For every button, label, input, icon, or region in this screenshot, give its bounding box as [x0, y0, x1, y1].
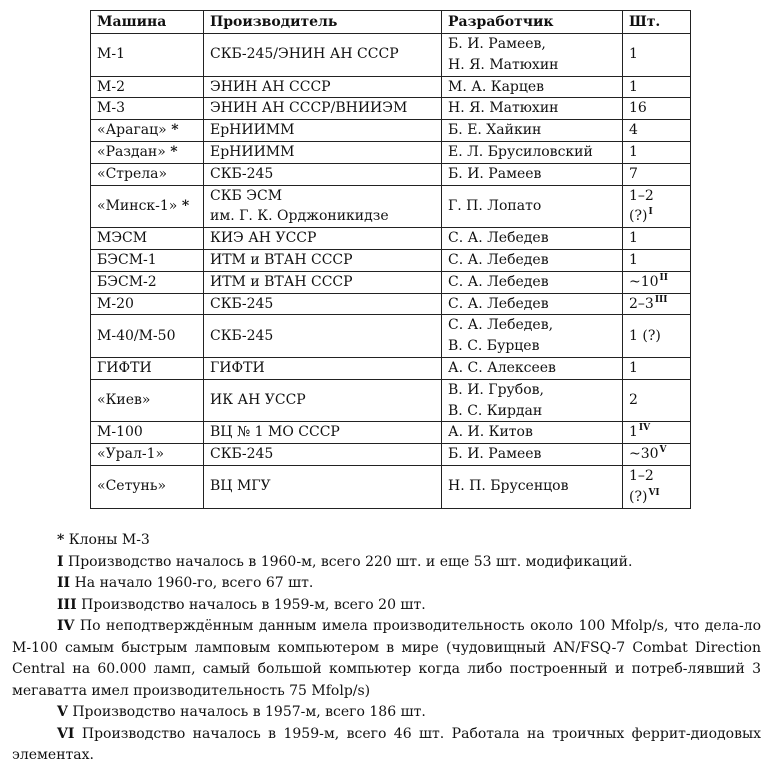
count-value: 1–2	[629, 187, 654, 204]
manufacturer-name: СКБ-245	[210, 327, 274, 344]
table-row	[91, 379, 691, 422]
manufacturer-name: СКБ-245	[210, 446, 274, 463]
cell-count	[623, 357, 691, 379]
cell-machine	[91, 98, 204, 120]
count-value: 2	[629, 392, 638, 409]
cell-manufacturer	[204, 379, 442, 422]
cell-developer	[442, 379, 623, 422]
manufacturer-line: им. Г. К. Орджоникидзе	[210, 208, 389, 225]
table-row	[91, 141, 691, 163]
footnote-text: Производство началось в 1959-м, всего 46 шт. Работала на троичных феррит-диодовых элементах.	[12, 725, 762, 763]
machine-name: БЭСМ-1	[97, 251, 157, 268]
developer-name: В. С. Кирдан	[448, 402, 543, 419]
footnote	[12, 702, 761, 724]
developer-name: Б. И. Рамеев	[448, 165, 542, 182]
count-value: ~30	[629, 446, 659, 463]
cell-developer	[442, 422, 623, 444]
cell-machine	[91, 379, 204, 422]
footnote-text: На начало 1960-го, всего 67 шт.	[74, 575, 314, 591]
count-value: (?)	[629, 208, 648, 225]
header-machine: Машина	[91, 11, 204, 34]
manufacturer-name: ЕрНИИММ	[210, 122, 295, 139]
developer-name: С. А. Лебедев	[448, 295, 549, 312]
developer-name: Б. И. Рамеев,	[448, 36, 546, 52]
manufacturer-name: СКБ-245	[210, 295, 274, 312]
developer-name: В. С. Бурцев	[448, 338, 540, 355]
cell-count	[623, 379, 691, 422]
count-footnote-ref: II	[659, 272, 668, 283]
table-row	[91, 163, 691, 185]
count-value: 1	[629, 143, 638, 160]
footnote	[12, 724, 761, 767]
machine-name: М-20	[97, 295, 134, 312]
cell-machine	[91, 141, 204, 163]
footnote-mark: III	[57, 596, 77, 613]
footnote-text: Производство началось в 1960-м, всего 220 шт. и еще 53 шт. модификаций.	[68, 553, 633, 570]
footnote	[12, 595, 761, 617]
clone-mark: *	[181, 197, 190, 214]
cell-count	[623, 76, 691, 98]
cell-machine	[91, 271, 204, 293]
manufacturer-name: ИТМ и ВТАН СССР	[210, 273, 353, 290]
cell-developer	[442, 293, 623, 315]
count-footnote-ref: V	[659, 445, 667, 456]
count-line	[629, 206, 684, 227]
count-value: 1 (?)	[629, 327, 661, 344]
table-row	[91, 185, 691, 228]
manufacturer-name: СКБ-245/ЭНИН АН СССР	[210, 46, 399, 63]
developer-name: С. А. Лебедев	[448, 230, 549, 247]
count-line	[629, 487, 684, 508]
machine-name: «Стрела»	[97, 165, 168, 182]
cell-count	[623, 249, 691, 271]
cell-developer	[442, 34, 623, 77]
cell-machine	[91, 357, 204, 379]
cell-manufacturer	[204, 141, 442, 163]
table-row	[91, 34, 691, 77]
cell-developer	[442, 271, 623, 293]
manufacturer-name: СКБ-245	[210, 165, 274, 182]
cell-developer	[442, 98, 623, 120]
cell-machine	[91, 444, 204, 466]
footnote-text: По неподтверждённым данным имела производительность около 100 Mfolp/s, что дела-ло М-100 самым быстрым ламповым компьютером в мире (чудовищный AN/FSQ-7 Combat Direction Central на 60.000 ламп, самый большой компьютер когда либо построенный и потреб-лявший 3 мегаватта имел производительность 75 Mfolp/s)	[12, 618, 761, 699]
cell-count	[623, 185, 691, 228]
developer-name: Г. П. Лопато	[448, 197, 542, 214]
count-line	[629, 466, 684, 487]
count-footnote-ref: III	[654, 294, 668, 305]
cell-developer	[442, 315, 623, 358]
cell-manufacturer	[204, 185, 442, 228]
machine-name: «Урал-1»	[97, 446, 165, 463]
cell-manufacturer	[204, 249, 442, 271]
cell-machine	[91, 249, 204, 271]
cell-manufacturer	[204, 76, 442, 98]
table-row	[91, 120, 691, 142]
count-value: 1	[629, 46, 638, 63]
cell-count	[623, 444, 691, 466]
cell-manufacturer	[204, 293, 442, 315]
clone-mark: *	[171, 122, 179, 139]
count-value: 2–3	[629, 295, 654, 312]
footnote-mark: IV	[57, 618, 75, 634]
table-row	[91, 76, 691, 98]
cell-manufacturer	[204, 271, 442, 293]
count-footnote-ref: IV	[638, 423, 651, 434]
cell-count	[623, 120, 691, 142]
cell-developer	[442, 444, 623, 466]
cell-count	[623, 141, 691, 163]
table-row	[91, 228, 691, 250]
manufacturer-name: ВЦ № 1 МО СССР	[210, 424, 340, 441]
cell-developer	[442, 357, 623, 379]
developer-name: Б. И. Рамеев	[448, 446, 542, 463]
machine-name: М-3	[97, 100, 125, 117]
developer-name: С. А. Лебедев	[448, 273, 549, 290]
cell-machine	[91, 228, 204, 250]
cell-count	[623, 271, 691, 293]
cell-machine	[91, 315, 204, 358]
table-row	[91, 293, 691, 315]
count-value: 1	[629, 230, 638, 247]
count-value: 4	[629, 122, 638, 139]
cell-manufacturer	[204, 98, 442, 120]
developer-name: С. А. Лебедев	[448, 251, 549, 268]
developer-name: Е. Л. Брусиловский	[448, 143, 593, 160]
cell-count	[623, 465, 691, 508]
machine-name: М-40/М-50	[97, 327, 176, 344]
cell-machine	[91, 120, 204, 142]
cell-developer	[442, 228, 623, 250]
cell-machine	[91, 422, 204, 444]
table-row	[91, 357, 691, 379]
count-value: (?)	[629, 488, 648, 505]
count-value: 1	[629, 251, 638, 268]
cell-count	[623, 315, 691, 358]
machine-name: М-100	[97, 424, 143, 441]
table-header-row	[91, 11, 691, 34]
machine-name: ГИФТИ	[97, 359, 152, 376]
cell-count	[623, 293, 691, 315]
footnote-mark: VI	[57, 725, 75, 742]
manufacturer-name: ГИФТИ	[210, 359, 265, 376]
count-value: 1–2	[629, 467, 654, 484]
cell-machine	[91, 465, 204, 508]
manufacturer-line: СКБ ЭСМ	[210, 187, 283, 204]
machine-name: «Раздан»	[97, 143, 166, 160]
manufacturer-name: ИК АН УССР	[210, 392, 306, 409]
count-line	[629, 186, 684, 207]
footnote-mark: *	[57, 532, 65, 548]
count-value: ~10	[629, 273, 659, 290]
cell-manufacturer	[204, 163, 442, 185]
footnote-mark: V	[57, 704, 68, 720]
developer-name: Н. Я. Матюхин	[448, 100, 559, 117]
cell-machine	[91, 76, 204, 98]
cell-developer	[442, 465, 623, 508]
machine-name: «Киев»	[97, 392, 151, 409]
machine-name: М-1	[97, 46, 125, 63]
cell-manufacturer	[204, 422, 442, 444]
count-value: 1	[629, 359, 638, 376]
developer-name: М. А. Карцев	[448, 78, 545, 95]
manufacturer-name: ЕрНИИММ	[210, 143, 295, 160]
cell-developer	[442, 76, 623, 98]
cell-count	[623, 422, 691, 444]
count-footnote-ref: I	[648, 207, 653, 218]
developer-name: С. А. Лебедев,	[448, 317, 554, 334]
machine-name: МЭСМ	[97, 230, 148, 247]
developer-name: А. И. Китов	[448, 424, 533, 441]
developer-name: В. И. Грубов,	[448, 381, 544, 398]
cell-count	[623, 163, 691, 185]
cell-manufacturer	[204, 465, 442, 508]
footnotes	[12, 530, 761, 767]
manufacturer-name: ИТМ и ВТАН СССР	[210, 251, 353, 268]
manufacturer-name: КИЭ АН УССР	[210, 230, 317, 247]
cell-manufacturer	[204, 120, 442, 142]
cell-developer	[442, 249, 623, 271]
manufacturer-name: ЭНИН АН СССР	[210, 78, 331, 95]
cell-machine	[91, 185, 204, 228]
cell-manufacturer	[204, 357, 442, 379]
footnote	[12, 530, 761, 552]
table-row	[91, 249, 691, 271]
cell-manufacturer	[204, 34, 442, 77]
footnote-mark: I	[57, 553, 64, 570]
footnote-mark: II	[57, 575, 71, 591]
cell-machine	[91, 34, 204, 77]
manufacturer-name: ЭНИН АН СССР/ВНИИЭМ	[210, 100, 408, 117]
cell-manufacturer	[204, 228, 442, 250]
manufacturer-name: ВЦ МГУ	[210, 478, 271, 495]
machine-name: БЭСМ-2	[97, 273, 157, 290]
cell-developer	[442, 163, 623, 185]
header-manufacturer: Производитель	[204, 11, 442, 34]
cell-developer	[442, 185, 623, 228]
cell-count	[623, 34, 691, 77]
cell-machine	[91, 163, 204, 185]
cell-developer	[442, 141, 623, 163]
header-developer: Разработчик	[442, 11, 623, 34]
cell-count	[623, 98, 691, 120]
clone-mark: *	[170, 143, 178, 160]
table-row	[91, 422, 691, 444]
table-row	[91, 465, 691, 508]
footnote-text: Производство началось в 1959-м, всего 20 шт.	[81, 596, 426, 613]
cell-count	[623, 228, 691, 250]
cell-manufacturer	[204, 315, 442, 358]
count-value: 7	[629, 165, 638, 182]
machine-name: «Сетунь»	[97, 478, 167, 495]
count-value: 16	[629, 100, 647, 117]
machine-name: М-2	[97, 78, 125, 95]
developer-name: Б. Е. Хайкин	[448, 122, 542, 139]
footnote	[12, 552, 761, 574]
cell-manufacturer	[204, 444, 442, 466]
count-value: 1	[629, 78, 638, 95]
machine-name: «Минск-1»	[97, 197, 178, 214]
footnote	[12, 616, 761, 702]
machines-table	[90, 10, 691, 509]
table-row	[91, 271, 691, 293]
header-count: Шт.	[623, 11, 691, 34]
footnote-text: Клоны М-3	[68, 532, 150, 548]
developer-name: А. С. Алексеев	[448, 359, 556, 376]
footnote	[12, 573, 761, 595]
count-value: 1	[629, 424, 638, 441]
cell-machine	[91, 293, 204, 315]
table-row	[91, 315, 691, 358]
developer-name: Н. Я. Матюхин	[448, 56, 559, 73]
cell-developer	[442, 120, 623, 142]
table-row	[91, 98, 691, 120]
footnote-text: Производство началось в 1957-м, всего 186 шт.	[72, 704, 426, 720]
machine-name: «Арагац»	[97, 122, 167, 139]
developer-name: Н. П. Брусенцов	[448, 478, 569, 495]
count-footnote-ref: VI	[648, 487, 660, 498]
table-row	[91, 444, 691, 466]
